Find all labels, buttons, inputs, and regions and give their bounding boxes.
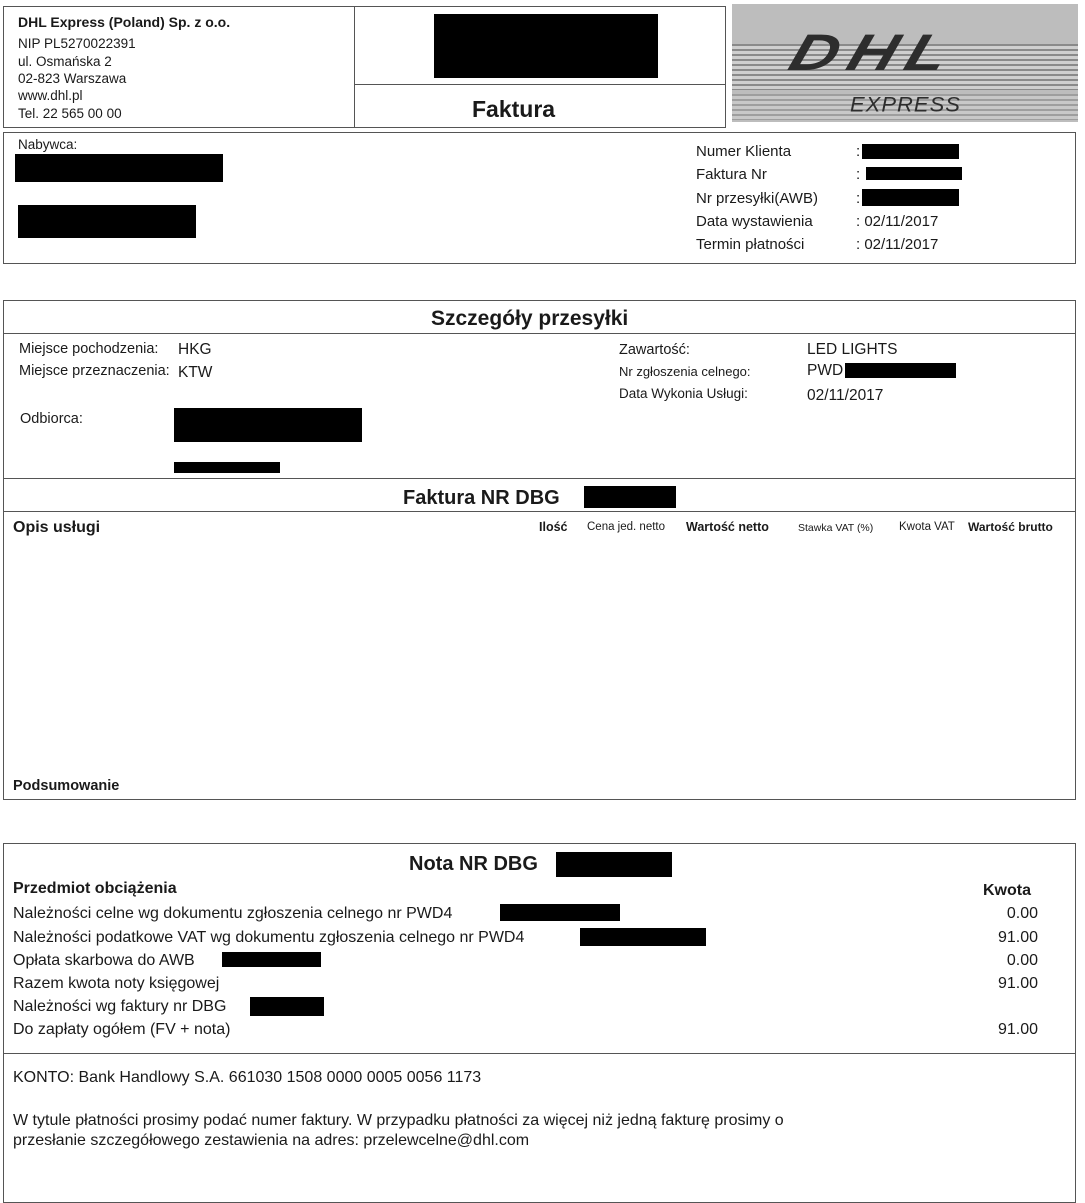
customs-value: PWD: [807, 362, 844, 379]
dhl-logo: [732, 4, 1078, 122]
nota-row-label: Należności wg faktury nr DBG: [13, 998, 227, 1015]
receiver-label: Odbiorca:: [20, 411, 83, 427]
nota-row-amount: 91.00: [997, 1021, 1038, 1038]
column-gross-value: Wartość brutto: [968, 520, 1053, 534]
redacted-customer-number: [862, 144, 959, 159]
redacted-buyer-address: [18, 205, 196, 238]
seller-phone: Tel. 22 565 00 00: [18, 106, 122, 121]
redacted-awb: [862, 189, 959, 206]
redacted-receiver-address: [174, 462, 280, 473]
customs-label: Nr zgłoszenia celnego:: [619, 364, 751, 379]
redacted-buyer-name: [15, 154, 223, 182]
origin-label: Miejsce pochodzenia:: [19, 341, 159, 357]
service-date-label: Data Wykonia Usługi:: [619, 386, 748, 401]
column-unit-net-price: Cena jed. netto: [587, 521, 666, 533]
column-net-value: Wartość netto: [686, 520, 769, 534]
invoice-section-top-divider: [3, 478, 1076, 479]
nota-row-amount: 0.00: [1006, 952, 1038, 969]
shipment-title: Szczegóły przesyłki: [431, 307, 629, 330]
column-vat-rate: Stawka VAT (%): [798, 522, 874, 534]
column-vat-amount: Kwota VAT: [899, 521, 955, 533]
seller-city: 02-823 Warszawa: [18, 71, 127, 86]
origin-value: HKG: [178, 341, 212, 358]
contents-label: Zawartość:: [619, 342, 690, 358]
meta-label-due-date: Termin płatności: [696, 236, 805, 253]
destination-label: Miejsce przeznaczenia:: [19, 363, 170, 379]
nota-subject-header: Przedmiot obciążenia: [13, 880, 177, 897]
destination-value: KTW: [178, 364, 213, 381]
nota-row-amount: 91.00: [997, 929, 1038, 946]
dhl-logo-wordmark: DHL: [782, 23, 968, 81]
summary-label: Podsumowanie: [13, 778, 120, 794]
redacted-awb-number: [222, 952, 321, 967]
redacted-customs-number: [845, 363, 956, 378]
redacted-customs-doc-1: [500, 904, 620, 921]
redacted-customs-doc-2: [580, 928, 706, 946]
nota-title: Nota NR DBG: [409, 853, 538, 875]
meta-value-customer-number: :: [856, 143, 861, 160]
nota-row-amount: 91.00: [997, 975, 1038, 992]
description-header: Opis usługi: [13, 519, 101, 536]
nota-row-amount: 0.00: [1006, 905, 1038, 922]
nota-row-label: Razem kwota noty księgowej: [13, 975, 220, 992]
seller-name: DHL Express (Poland) Sp. z o.o.: [18, 14, 231, 30]
seller-nip: NIP PL5270022391: [18, 36, 136, 51]
redacted-invoice-section-number: [584, 486, 676, 508]
meta-value-awb: :: [856, 190, 861, 207]
nota-row-label: Opłata skarbowa do AWB: [13, 952, 195, 969]
nota-row-label: Należności podatkowe VAT wg dokumentu zgłoszenia celnego nr PWD4: [13, 929, 525, 946]
seller-street: ul. Osmańska 2: [18, 54, 112, 69]
buyer-label: Nabywca:: [18, 137, 78, 152]
redacted-invoice-number: [866, 167, 962, 180]
redacted-nota-number: [556, 852, 672, 877]
redacted-invoice-ref: [250, 997, 324, 1016]
invoice-section-title-divider: [3, 511, 1076, 512]
meta-value-due-date: : 02/11/2017: [856, 236, 939, 253]
service-date-value: 02/11/2017: [807, 387, 884, 404]
nota-footer-divider: [3, 1053, 1076, 1054]
nota-row-label: Do zapłaty ogółem (FV + nota): [13, 1021, 231, 1038]
shipment-title-divider: [3, 333, 1076, 334]
document-title: Faktura: [472, 96, 556, 122]
payment-note-line-1: W tytule płatności prosimy podać numer faktury. W przypadku płatności za więcej niż jedną fakturę prosimy o: [13, 1112, 784, 1129]
meta-label-awb: Nr przesyłki(AWB): [696, 190, 818, 207]
nota-amount-header: Kwota: [983, 882, 1031, 899]
nota-row-label: Należności celne wg dokumentu zgłoszenia celnego nr PWD4: [13, 905, 453, 922]
contents-value: LED LIGHTS: [807, 341, 898, 358]
meta-label-invoice-number: Faktura Nr: [696, 166, 767, 183]
column-quantity: Ilość: [539, 520, 568, 534]
meta-label-issue-date: Data wystawienia: [696, 213, 813, 230]
bank-account: KONTO: Bank Handlowy S.A. 661030 1508 0000 0005 0056 1173: [13, 1069, 482, 1086]
meta-value-invoice-number: :: [856, 166, 861, 183]
redacted-block: [434, 14, 658, 78]
seller-web: www.dhl.pl: [18, 88, 83, 103]
title-divider: [354, 84, 726, 85]
invoice-section-title: Faktura NR DBG: [403, 487, 560, 509]
redacted-receiver-name: [174, 408, 362, 442]
dhl-logo-express: EXPRESS: [850, 92, 961, 117]
meta-label-customer-number: Numer Klienta: [696, 143, 792, 160]
payment-note-line-2: przesłanie szczegółowego zestawienia na adres: przelewcelne@dhl.com: [13, 1132, 530, 1149]
meta-value-issue-date: : 02/11/2017: [856, 213, 939, 230]
